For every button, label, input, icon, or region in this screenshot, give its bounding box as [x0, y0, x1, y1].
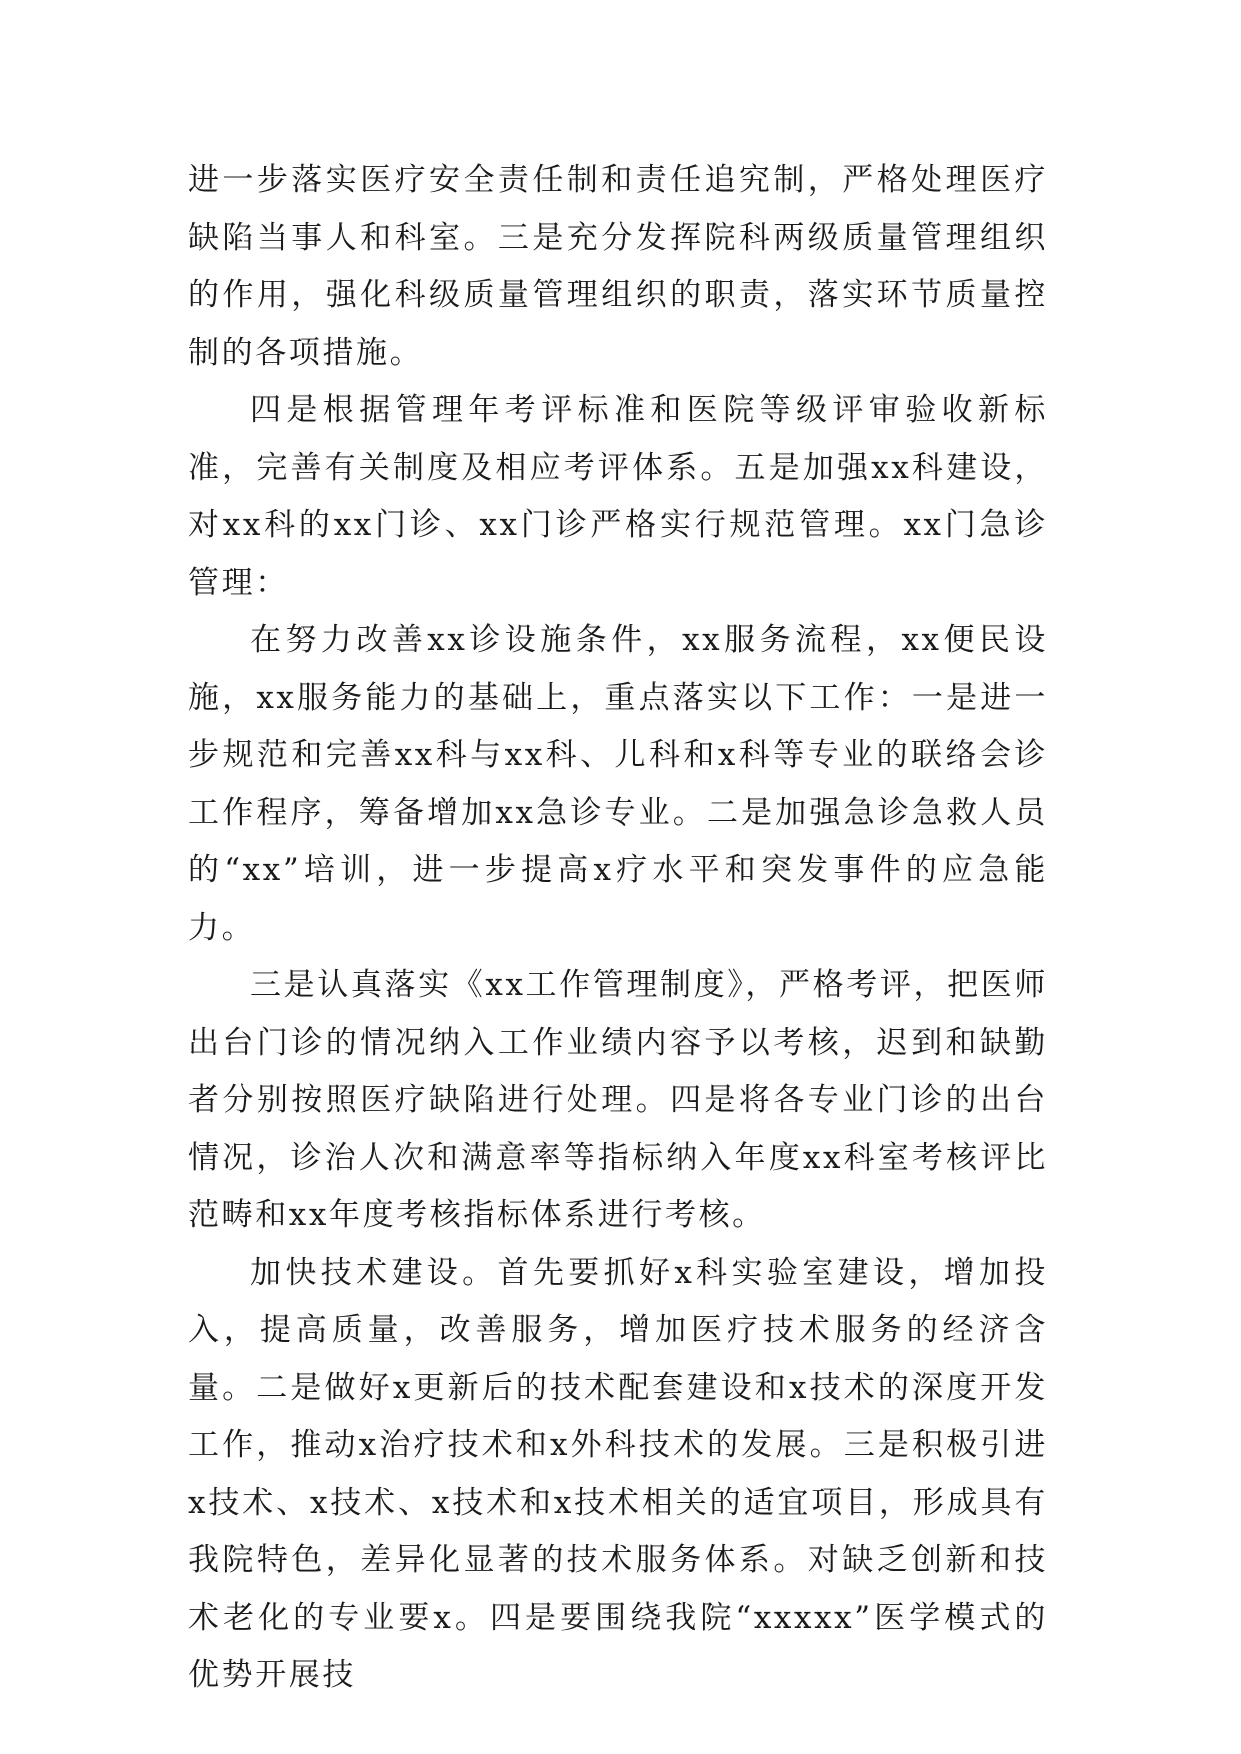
paragraph-2: 四是根据管理年考评标准和医院等级评审验收新标准，完善有关制度及相应考评体系。五是加强xx科建设，对xx科的xx门诊、xx门诊严格实行规范管理。xx门急诊管理：: [188, 392, 1048, 601]
paragraph-1: 进一步落实医疗安全责任制和责任追究制，严格处理医疗缺陷当事人和科室。三是充分发挥院科两级质量管理组织的作用，强化科级质量管理组织的职责，落实环节质量控制的各项措施。: [188, 162, 1048, 371]
paragraph-3: 在努力改善xx诊设施条件，xx服务流程，xx便民设施，xx服务能力的基础上，重点落实以下工作：一是进一步规范和完善xx科与xx科、儿科和x科等专业的联络会诊工作程序，筹备增加xx急诊专业。二是加强急诊急救人员的“xx”培训，进一步提高x疗水平和突发事件的应急能力。: [188, 622, 1048, 946]
paragraph-4: 三是认真落实《xx工作管理制度》，严格考评，把医师出台门诊的情况纳入工作业绩内容予以考核，迟到和缺勤者分别按照医疗缺陷进行处理。四是将各专业门诊的出台情况，诊治人次和满意率等指标纳入年度xx科室考核评比范畴和xx年度考核指标体系进行考核。: [188, 967, 1048, 1233]
paragraph-5: 加快技术建设。首先要抓好x科实验室建设，增加投入，提高质量，改善服务，增加医疗技术服务的经济含量。二是做好x更新后的技术配套建设和x技术的深度开发工作，推动x治疗技术和x外科技术的发展。三是积极引进x技术、x技术、x技术和x技术相关的适宜项目，形成具有我院特色，差异化显著的技术服务体系。对缺乏创新和技术老化的专业要x。四是要围绕我院“xxxxx”医学模式的优势开展技: [188, 1254, 1048, 1693]
document-body: [188, 152, 1048, 1705]
